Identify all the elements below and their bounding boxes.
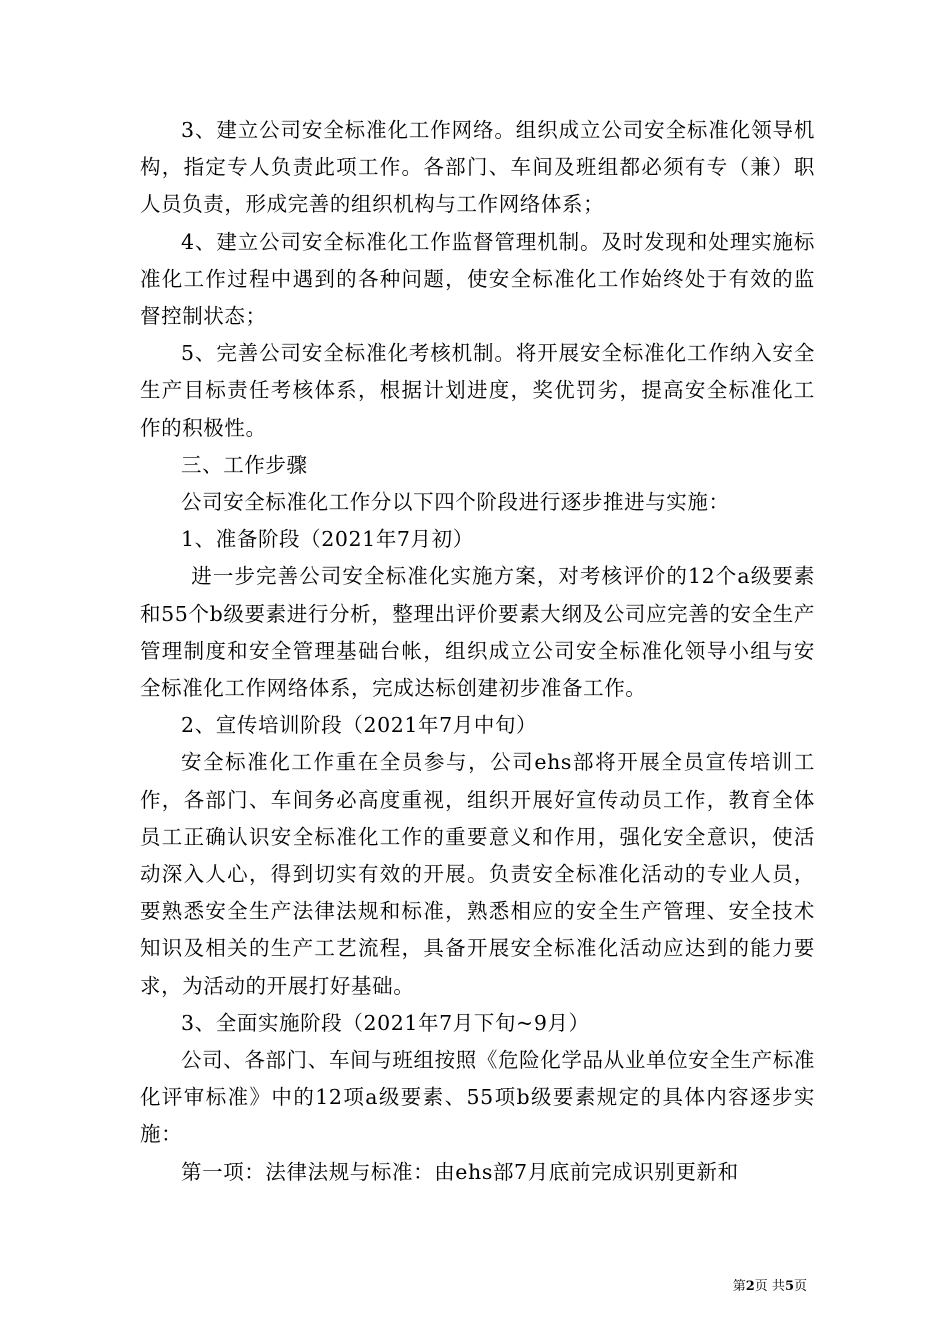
paragraph-implementation: 公司、各部门、车间与班组按照《危险化学品从业单位安全生产标准化评审标准》中的12项a级要素、55项b级要素规定的具体内容逐步实施： [140, 1048, 815, 1147]
page-number-suffix: 页 [793, 1279, 807, 1294]
page-number [733, 1279, 807, 1295]
page-number-total: 5 [784, 1279, 794, 1294]
document-body [140, 112, 815, 1191]
page-number-current: 2 [745, 1279, 755, 1294]
stage-heading-preparation: 1、准备阶段（2021年7月初） [181, 527, 474, 552]
paragraph-item-one: 第一项：法律法规与标准：由ehs部7月底前完成识别更新和 [181, 1159, 739, 1184]
paragraph-assessment: 5、完善公司安全标准化考核机制。将开展安全标准化工作纳入安全生产目标责任考核体系，根据计划进度，奖优罚劣，提高安全标准化工作的积极性。 [140, 341, 815, 440]
paragraph-training: 安全标准化工作重在全员参与，公司ehs部将开展全员宣传培训工作，各部门、车间务必高度重视，组织开展好宣传动员工作，教育全体员工正确认识安全标准化工作的重要意义和作用，强化安全意识，使活动深入人心，得到切实有效的开展。负责安全标准化活动的专业人员，要熟悉安全生产法律法规和标准，熟悉相应的安全生产管理、安全技术知识及相关的生产工艺流程，具备开展安全标准化活动应达到的能力要求，为活动的开展打好基础。 [140, 750, 815, 998]
section-heading-work-steps: 三、工作步骤 [181, 452, 308, 477]
page-number-middle: 页 共 [754, 1279, 785, 1294]
paragraph-preparation: 进一步完善公司安全标准化实施方案，对考核评价的12个a级要素和55个b级要素进行分析，整理出评价要素大纲及公司应完善的安全生产管理制度和安全管理基础台帐，组织成立公司安全标准化领导小组与安全标准化工作网络体系，完成达标创建初步准备工作。 [140, 564, 815, 701]
paragraph-network: 3、建立公司安全标准化工作网络。组织成立公司安全标准化领导机构，指定专人负责此项工作。各部门、车间及班组都必须有专（兼）职人员负责，形成完善的组织机构与工作网络体系； [140, 118, 815, 217]
paragraph-stages-intro: 公司安全标准化工作分以下四个阶段进行逐步推进与实施： [181, 490, 730, 515]
stage-heading-training: 2、宣传培训阶段（2021年7月中旬） [181, 713, 538, 738]
page-number-prefix: 第 [732, 1279, 746, 1294]
stage-heading-implementation: 3、全面实施阶段（2021年7月下旬~9月） [181, 1010, 590, 1035]
paragraph-supervision: 4、建立公司安全标准化工作监督管理机制。及时发现和处理实施标准化工作过程中遇到的各种问题，使安全标准化工作始终处于有效的监督控制状态； [140, 229, 815, 329]
